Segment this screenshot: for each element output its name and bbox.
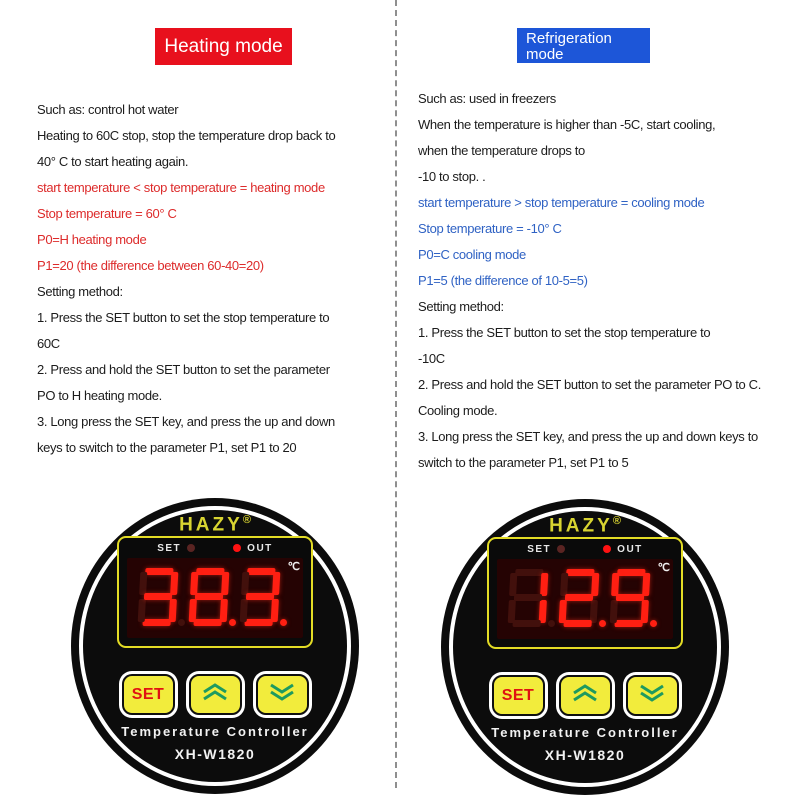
registered-mark: ®	[242, 514, 251, 526]
display-digit-cell	[241, 568, 287, 626]
out-indicator-led	[603, 545, 611, 553]
display-digit-cell	[509, 569, 555, 627]
instruction-line: 2. Press and hold the SET button to set the parameter PO to C.	[418, 377, 761, 392]
cooling-instructions	[418, 86, 788, 476]
instruction-line: -10 to stop. .	[418, 169, 486, 184]
brand-logo	[441, 515, 729, 537]
brand-text: HAZY	[179, 514, 243, 536]
out-indicator-led	[233, 544, 241, 552]
seven-segment-digit	[558, 569, 599, 627]
temperature-controller-cooling	[441, 499, 729, 795]
indicator-row	[489, 539, 681, 559]
decimal-point	[229, 619, 236, 626]
seven-segment-digit	[137, 568, 178, 626]
instruction-line: when the temperature drops to	[418, 143, 585, 158]
chevron-down-icon	[638, 684, 666, 707]
instruction-line: P0=C cooling mode	[418, 247, 526, 262]
display-panel	[117, 536, 313, 648]
celsius-unit: ℃	[287, 561, 300, 573]
display-digit-cell	[560, 569, 606, 627]
instruction-line: When the temperature is higher than -5C, start cooling,	[418, 117, 716, 132]
button-row	[71, 674, 359, 715]
heating-mode-header: Heating mode	[155, 28, 292, 65]
product-name: Temperature Controller	[491, 725, 679, 740]
instruction-line: 3. Long press the SET key, and press the up and down keys to	[418, 429, 758, 444]
down-button	[256, 674, 309, 715]
instruction-line: keys to switch to the parameter P1, set P1 to 20	[37, 440, 297, 455]
instruction-line: PO to H heating mode.	[37, 388, 162, 403]
instruction-line: Such as: used in freezers	[418, 91, 556, 106]
instruction-line: 2. Press and hold the SET button to set the parameter	[37, 362, 330, 377]
set-button	[122, 674, 175, 715]
instruction-line: 60C	[37, 336, 60, 351]
seven-segment-digit	[507, 569, 548, 627]
celsius-unit: ℃	[657, 562, 670, 574]
instruction-line: 40° C to start heating again.	[37, 154, 189, 169]
instruction-line: start temperature > stop temperature = cooling mode	[418, 195, 705, 210]
refrigeration-mode-header: Refrigeration mode	[517, 28, 650, 63]
instruction-line: Such as: control hot water	[37, 102, 179, 117]
set-button-label: SET	[501, 686, 535, 704]
button-row	[441, 675, 729, 716]
set-button-label: SET	[131, 685, 165, 703]
chevron-down-icon	[268, 683, 296, 706]
set-indicator-led	[187, 544, 195, 552]
seven-segment-digit	[188, 568, 229, 626]
instruction-line: P1=20 (the difference between 60-40=20)	[37, 258, 264, 273]
seven-segment-digit	[239, 568, 280, 626]
instruction-line: switch to the parameter P1, set P1 to 5	[418, 455, 629, 470]
instruction-line: 1. Press the SET button to set the stop temperature to	[418, 325, 711, 340]
instruction-line: 3. Long press the SET key, and press the up and down	[37, 414, 335, 429]
seven-segment-display	[497, 559, 673, 639]
decimal-point	[548, 620, 555, 627]
decimal-point	[650, 620, 657, 627]
brand-logo	[71, 514, 359, 536]
instruction-line: start temperature < stop temperature = heating mode	[37, 180, 325, 195]
set-indicator-led	[557, 545, 565, 553]
product-model: XH-W1820	[174, 746, 256, 762]
instruction-line: Cooling mode.	[418, 403, 498, 418]
instruction-line: Stop temperature = -10° C	[418, 221, 562, 236]
indicator-row	[119, 538, 311, 558]
brand-text: HAZY	[549, 515, 613, 537]
instruction-line: 1. Press the SET button to set the stop temperature to	[37, 310, 330, 325]
seven-segment-digit	[609, 569, 650, 627]
instruction-line: P0=H heating mode	[37, 232, 147, 247]
decimal-point	[599, 620, 606, 627]
display-panel	[487, 537, 683, 649]
out-indicator-label: OUT	[247, 542, 273, 554]
decimal-point	[280, 619, 287, 626]
temperature-controller-heating	[71, 498, 359, 794]
set-button	[492, 675, 545, 716]
display-digit-cell	[139, 568, 185, 626]
instruction-line: Setting method:	[418, 299, 504, 314]
seven-segment-display	[127, 558, 303, 638]
set-indicator-label: SET	[527, 543, 552, 555]
instruction-line: Heating to 60C stop, stop the temperature drop back to	[37, 128, 336, 143]
out-indicator-label: OUT	[617, 543, 643, 555]
instruction-line: P1=5 (the difference of 10-5=5)	[418, 273, 588, 288]
registered-mark: ®	[612, 515, 621, 527]
up-button	[559, 675, 612, 716]
up-button	[189, 674, 242, 715]
instruction-line: Stop temperature = 60° C	[37, 206, 177, 221]
product-model: XH-W1820	[544, 747, 626, 763]
display-digit-cell	[611, 569, 657, 627]
down-button	[626, 675, 679, 716]
display-digit-cell	[190, 568, 236, 626]
chevron-up-icon	[571, 684, 599, 707]
decimal-point	[178, 619, 185, 626]
instruction-line: -10C	[418, 351, 445, 366]
chevron-up-icon	[201, 683, 229, 706]
instruction-line: Setting method:	[37, 284, 123, 299]
product-name: Temperature Controller	[121, 724, 309, 739]
set-indicator-label: SET	[157, 542, 182, 554]
heating-instructions	[37, 97, 407, 461]
